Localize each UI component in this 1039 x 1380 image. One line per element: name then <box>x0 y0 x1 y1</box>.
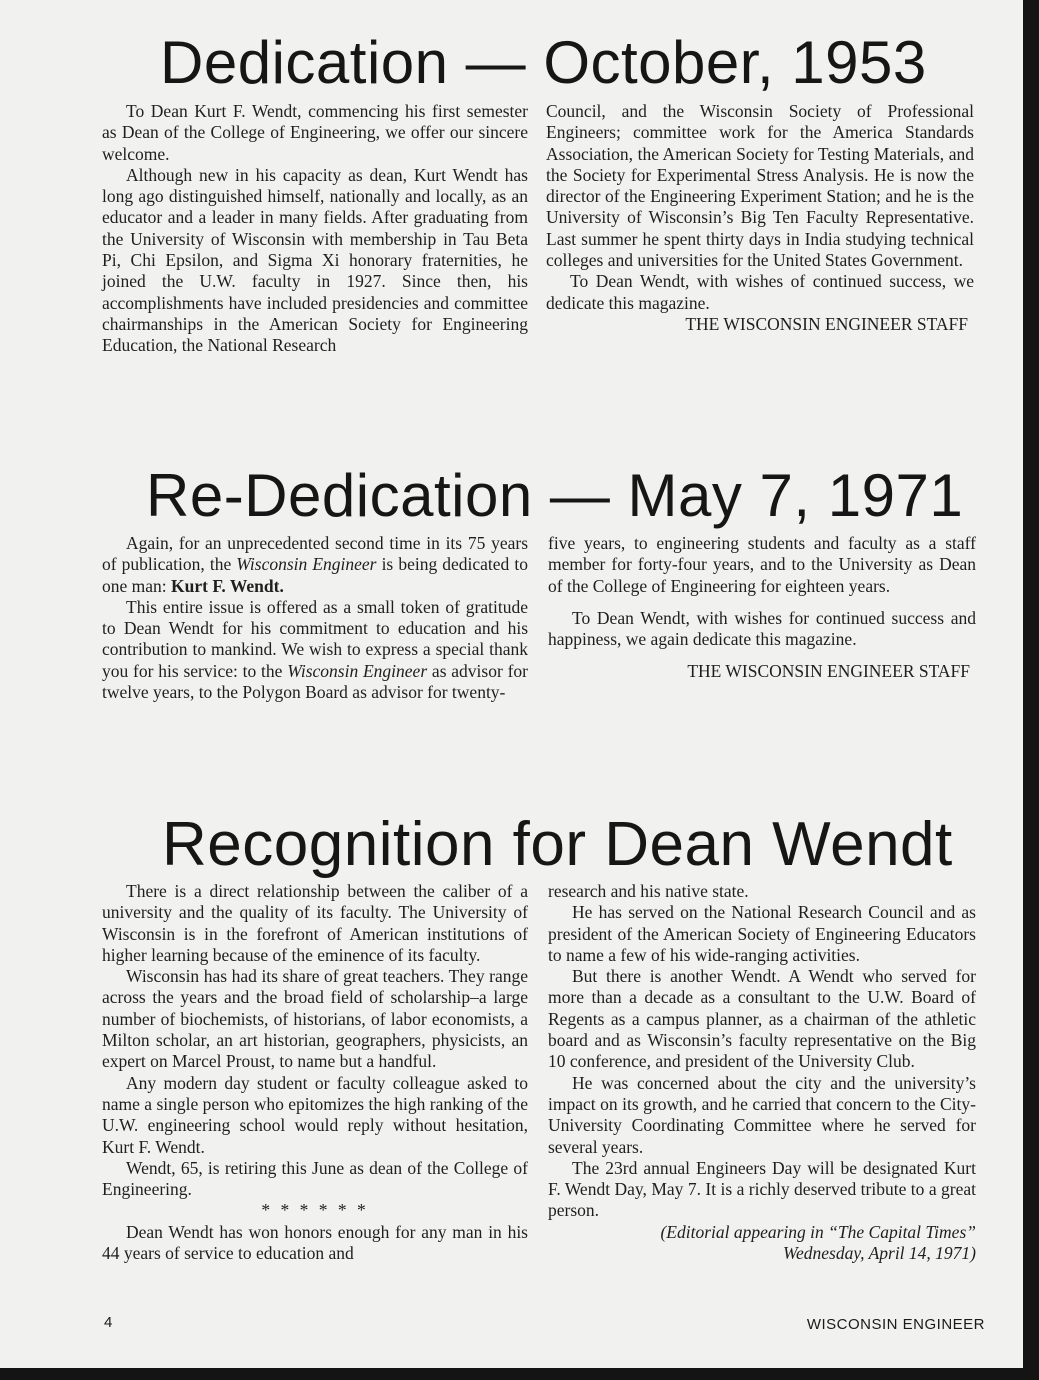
recognition-paragraph: research and his native state. <box>548 881 749 901</box>
dedication-paragraph: To Dean Wendt, with wishes of continued success, we dedicate this magazine. <box>546 271 974 313</box>
rededication-column-right <box>548 533 976 683</box>
recognition-paragraph: Dean Wendt has won honors enough for any man in his 44 years of service to education and <box>102 1221 528 1264</box>
rededication-title: Re-Dedication — May 7, 1971 <box>146 462 964 529</box>
recognition-paragraph: He has served on the National Research Council and as president of the American Society of Engineering Educators to name a few of his wide-ranging activities. <box>548 902 976 965</box>
dedication-paragraph: Although new in his capacity as dean, Kurt Wendt has long ago distinguished himself, nationally and locally, as an educator and a leader in many fields. After graduating from the University of Wisconsin with membership in Tau Beta Pi, Chi Epsilon, and Sigma Xi honorary fraternities, he joined the U.W. faculty in 1927. Since then, his accomplishments have included presidencies and committee chairmanships in the American Society for Engineering Education, the National Research <box>102 164 528 356</box>
recognition-paragraph: Wisconsin has had its share of great teachers. They range across the years and the broad field of scholarship–a large number of biochemists, of historians, of labor economists, a Milton scholar, an art historian, geographers, physicists, an expert on Marcel Proust, to name but a handful. <box>102 966 528 1072</box>
rededication-text: This entire issue is offered as a small token of gratitude to Dean Wendt for his commitment to education and his contribution to mankind. We wish to express a special thank you for his service: to the <box>102 596 528 681</box>
scan-edge-right <box>1023 0 1039 1380</box>
editorial-citation: (Editorial appearing in “The Capital Times” <box>660 1221 976 1242</box>
rededication-paragraph <box>102 597 528 703</box>
scan-edge-bottom <box>0 1368 1039 1380</box>
editorial-citation-date: Wednesday, April 14, 1971) <box>783 1243 976 1264</box>
dedication-signature: THE WISCONSIN ENGINEER STAFF <box>685 313 968 334</box>
section-break-stars: * * * * * * <box>261 1200 369 1221</box>
publication-name: WISCONSIN ENGINEER <box>806 1316 985 1333</box>
rededication-signature: THE WISCONSIN ENGINEER STAFF <box>687 661 970 682</box>
dedication-paragraph: Council, and the Wisconsin Society of Professional Engineers; committee work for the America Standards Association, the American Society for Testing Materials, and the Society for Experimental Stress Analysis. He is now the director of the Engineering Experiment Station; and he is the University of Wisconsin’s Big Ten Faculty Representative. Last summer he spent thirty days in India studying technical colleges and universities for the United States Government. <box>546 101 974 271</box>
recognition-paragraph: Any modern day student or faculty colleague asked to name a single person who epitomizes the high ranking of the U.W. engineering school would reply without hesitation, Kurt F. Wendt. <box>102 1072 528 1157</box>
dedication-column-right <box>546 101 974 335</box>
recognition-paragraph: There is a direct relationship between the caliber of a university and the quality of its faculty. The University of Wisconsin is in the forefront of American institutions of higher learning because of the eminence of its faculty. <box>102 881 528 965</box>
rededication-paragraph: To Dean Wendt, with wishes for continued success and happiness, we again dedicate this magazine. <box>548 607 976 650</box>
rededication-column-left <box>102 533 528 703</box>
magazine-name: Wisconsin Engineer <box>287 660 428 681</box>
recognition-paragraph: Wendt, 65, is retiring this June as dean of the College of Engineering. <box>102 1157 528 1200</box>
recognition-title: Recognition for Dean Wendt <box>162 810 953 879</box>
rededication-paragraph <box>102 533 528 597</box>
page-number: 4 <box>104 1314 113 1331</box>
dedication-title: Dedication — October, 1953 <box>160 29 927 96</box>
magazine-name: Wisconsin Engineer <box>236 554 377 575</box>
rededication-text: Again, for an unprecedented second time in its 75 years of publication, the <box>102 533 528 575</box>
recognition-column-right <box>548 881 976 1264</box>
honoree-name: Kurt F. Wendt. <box>171 575 284 596</box>
recognition-paragraph: The 23rd annual Engineers Day will be designated Kurt F. Wendt Day, May 7. It is a richly deserved tribute to a great person. <box>548 1157 976 1221</box>
rededication-text: is being dedicated to one man: <box>102 554 528 596</box>
recognition-paragraph: But there is another Wendt. A Wendt who served for more than a decade as a consultant to the U.W. Board of Regents as a campus planner, as a chairman of the athletic board and as Wisconsin’s faculty representative on the Big 10 conference, and president of the University Club. <box>548 966 976 1072</box>
dedication-column-left <box>102 101 528 357</box>
dedication-paragraph: To Dean Kurt F. Wendt, commencing his first semester as Dean of the College of Engineering, we offer our sincere welcome. <box>102 101 528 164</box>
recognition-paragraph: He was concerned about the city and the university’s impact on its growth, and he carried that concern to the City-University Coordinating Committee where he served for several years. <box>548 1072 976 1157</box>
rededication-paragraph: five years, to engineering students and faculty as a staff member for forty-four years, and to the University as Dean of the College of Engineering for eighteen years. <box>548 533 976 596</box>
recognition-column-left <box>102 881 528 1264</box>
rededication-text: as advisor for twelve years, to the Polygon Board as advisor for twenty- <box>102 660 529 703</box>
